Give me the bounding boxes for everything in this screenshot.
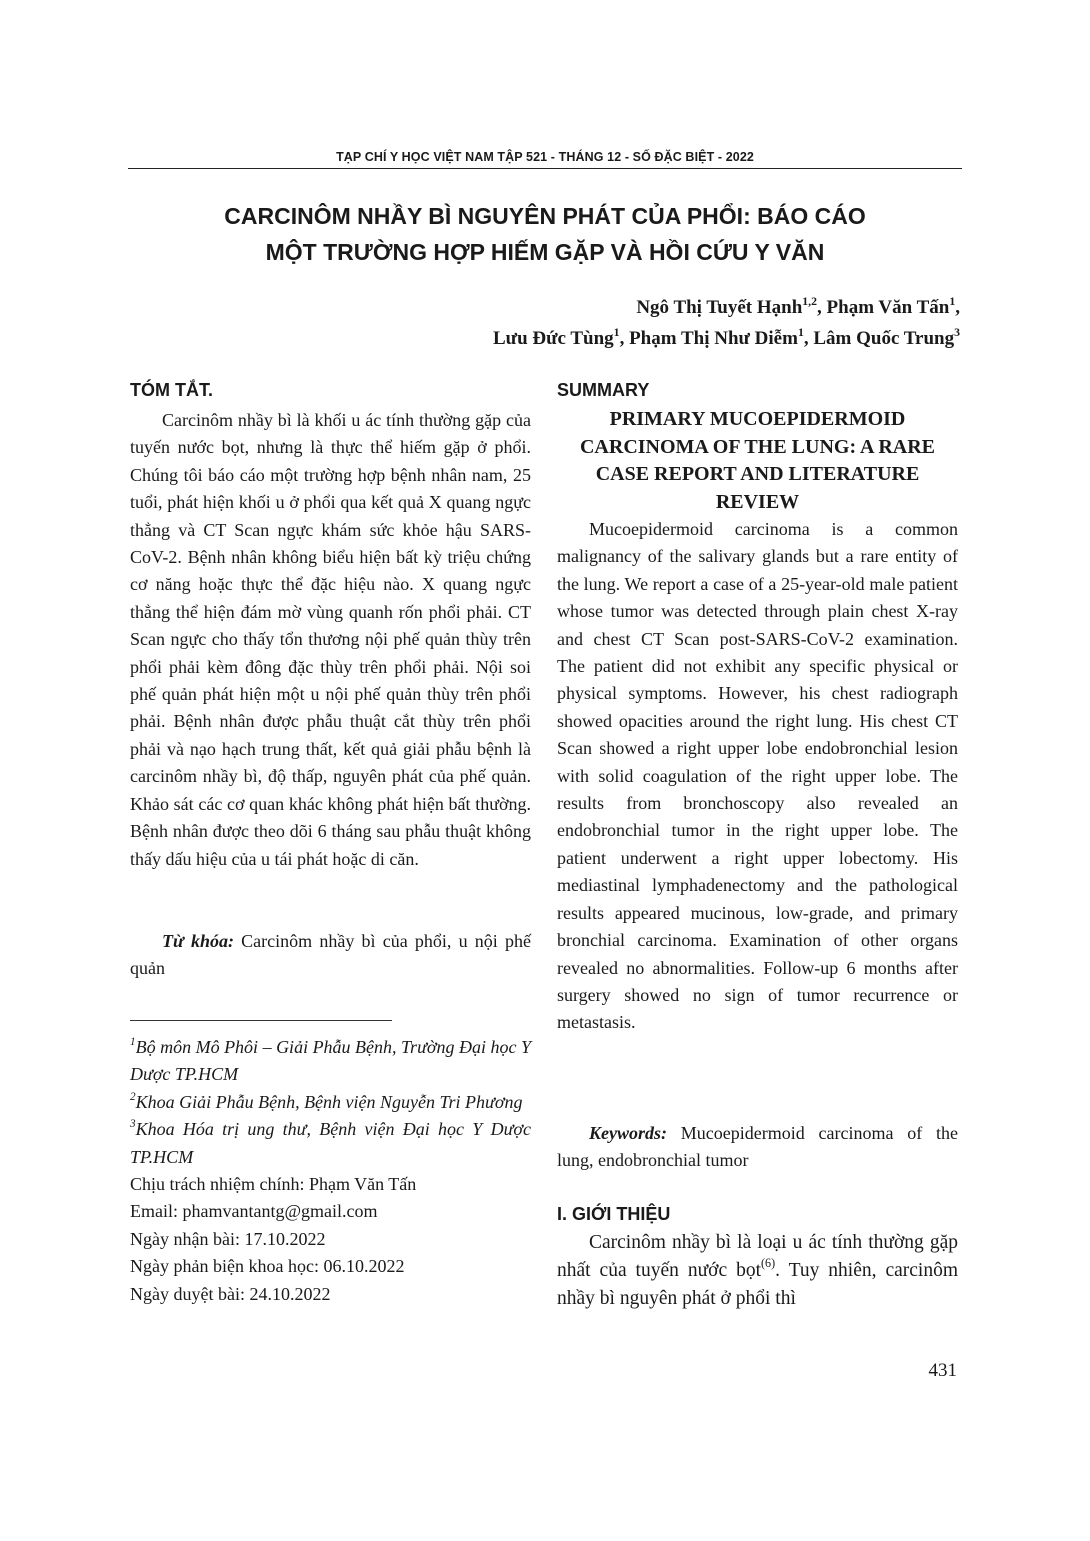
affiliation-text: Khoa Hóa trị ung thư, Bệnh viện Đại học Y Dược TP.HCM	[130, 1119, 531, 1167]
author-separator: ,	[803, 328, 814, 349]
affiliation-2	[130, 1089, 531, 1116]
author-name: Lưu Đức Tùng	[493, 328, 614, 349]
date-reviewed: Ngày phản biện khoa học: 06.10.2022	[130, 1256, 405, 1277]
affiliation-mark: 3	[130, 1118, 136, 1131]
paper-title	[128, 198, 962, 270]
author-affiliation-mark: 1	[613, 325, 620, 339]
abstract-vi-body: Carcinôm nhầy bì là khối u ác tính thường gặp của tuyến nước bọt, nhưng là thực thể hiếm gặp ở phổi. Chúng tôi báo cáo một trường hợp bệnh nhân nam, 25 tuổi, phát hiện khối u ở phổi qua kết quả X quang ngực thẳng và CT Scan ngực khám sức khỏe hậu SARS-CoV-2. Bệnh nhân không biểu hiện bất kỳ triệu chứng cơ năng hoặc thực thể đặc hiệu nào. X quang ngực thẳng thể hiện đám mờ vùng quanh rốn phổi phải. CT Scan ngực cho thấy tổn thương nội phế quản thùy trên phổi phải kèm đông đặc thùy trên phổi phải. Nội soi phế quản phát hiện một u nội phế quản thùy trên phổi phải. Bệnh nhân được phẫu thuật cắt thùy trên phổi phải và nạo hạch trung thất, kết quả giải phẫu bệnh là carcinôm nhầy bì, độ thấp, nguyên phát của phế quản. Khảo sát các cơ quan khác không phát hiện bất thường. Bệnh nhân được theo dõi 6 tháng sau phẫu thuật không thấy dấu hiệu của u tái phát hoặc di căn.	[130, 410, 531, 869]
citation-ref: (6)	[761, 1256, 776, 1271]
affiliation-1	[130, 1034, 531, 1089]
author-separator: ,	[619, 328, 630, 349]
affiliation-3	[130, 1116, 531, 1171]
author-affiliation-mark: 1	[949, 294, 956, 308]
author-affiliation-mark: 3	[954, 325, 960, 339]
affiliation-mark: 2	[130, 1090, 136, 1103]
summary-heading: SUMMARY	[557, 380, 650, 400]
footnotes	[130, 1034, 531, 1308]
abstract-vi-heading: TÓM TẮT.	[130, 380, 213, 400]
title-line-2: MỘT TRƯỜNG HỢP HIẾM GẶP VÀ HỒI CỨU Y VĂN	[265, 239, 825, 265]
running-header: TẠP CHÍ Y HỌC VIỆT NAM TẬP 521 - THÁNG 12 - SỐ ĐẶC BIỆT - 2022	[336, 150, 754, 164]
keywords-vi-text: Carcinôm nhầy bì của phổi, u nội phế quản	[130, 931, 531, 979]
footnote-rule	[130, 1020, 392, 1021]
keywords-en-label: Keywords:	[589, 1123, 667, 1143]
date-received: Ngày nhận bài: 17.10.2022	[130, 1228, 326, 1249]
affiliation-text: Khoa Giải Phẫu Bệnh, Bệnh viện Nguyễn Tri Phương	[135, 1091, 523, 1112]
title-line-1: CARCINÔM NHẦY BÌ NGUYÊN PHÁT CỦA PHỔI: BÁO CÁO	[224, 203, 866, 229]
author-name: Lâm Quốc Trung	[813, 328, 955, 349]
intro-text: Carcinôm nhầy bì là loại u ác tính thường gặp nhất của tuyến nước bọt	[557, 1232, 958, 1281]
abstract-en-body: Mucoepidermoid carcinoma is a common malignancy of the salivary glands but a rare entity of the lung. We report a case of a 25-year-old male patient whose tumor was detected through plain chest X-ray and chest CT Scan post-SARS-CoV-2 examination. The patient did not exhibit any specific physical or physical symptoms. However, his chest radiograph showed opacities around the right lung. His chest CT Scan showed a right upper lobe endobronchial lesion with solid coagulation of the right upper lobe. The results from bronchoscopy also revealed an endobronchial tumor in the right upper lobe. The patient underwent a right upper lobectomy. His mediastinal lymphadenectomy and the pathological results appeared mucinous, low-grade, and primary bronchial carcinoma. Examination of other organs revealed no abnormalities. Follow-up 6 months after surgery showed no sign of tumor recurrence or metastasis.	[557, 519, 958, 1033]
author-name: Phạm Văn Tấn	[826, 297, 950, 318]
author-line-1: Ngô Thị Tuyết Hạnh$^{1,2}$, Phạm Văn Tấn$^1$,	[636, 294, 960, 318]
author-separator: ,	[817, 297, 827, 318]
author-name: Ngô Thị Tuyết Hạnh	[636, 297, 803, 318]
keywords-en-text: Mucoepidermoid carcinoma of the lung, endobronchial tumor	[557, 1123, 958, 1171]
affiliation-text: Bộ môn Mô Phôi – Giải Phẫu Bệnh, Trường Đại học Y Dược TP.HCM	[130, 1037, 531, 1085]
keywords-vi-label: Từ khóa:	[162, 931, 234, 951]
page-number: 431	[928, 1360, 957, 1381]
affiliation-mark: 1	[130, 1035, 136, 1048]
english-title-line-1: PRIMARY MUCOEPIDERMOID	[609, 408, 906, 430]
english-title	[557, 406, 958, 516]
corresponding-author: Chịu trách nhiệm chính: Phạm Văn Tấn	[130, 1174, 417, 1195]
intro-heading: I. GIỚI THIỆU	[557, 1204, 671, 1224]
english-title-line-2: CARCINOMA OF THE LUNG: A RARE	[579, 435, 936, 458]
author-name: Phạm Thị Như Diễm	[629, 328, 798, 349]
intro-body	[557, 1229, 958, 1313]
author-affiliation-mark: 1	[797, 325, 804, 339]
corresponding-email: Email: phamvantantg@gmail.com	[130, 1201, 378, 1222]
date-accepted: Ngày duyệt bài: 24.10.2022	[130, 1283, 331, 1304]
author-list	[493, 292, 960, 354]
english-title-line-4: REVIEW	[715, 490, 800, 513]
keywords-vi	[130, 928, 531, 983]
author-line-2	[493, 323, 960, 354]
english-title-line-3: CASE REPORT AND LITERATURE	[595, 463, 920, 486]
author-affiliation-mark: 1,2	[802, 294, 818, 308]
intro-text-continued: . Tuy nhiên, carcinôm nhầy bì nguyên phát ở phổi thì	[557, 1260, 958, 1309]
keywords-en	[557, 1120, 958, 1175]
header-rule	[128, 168, 962, 169]
